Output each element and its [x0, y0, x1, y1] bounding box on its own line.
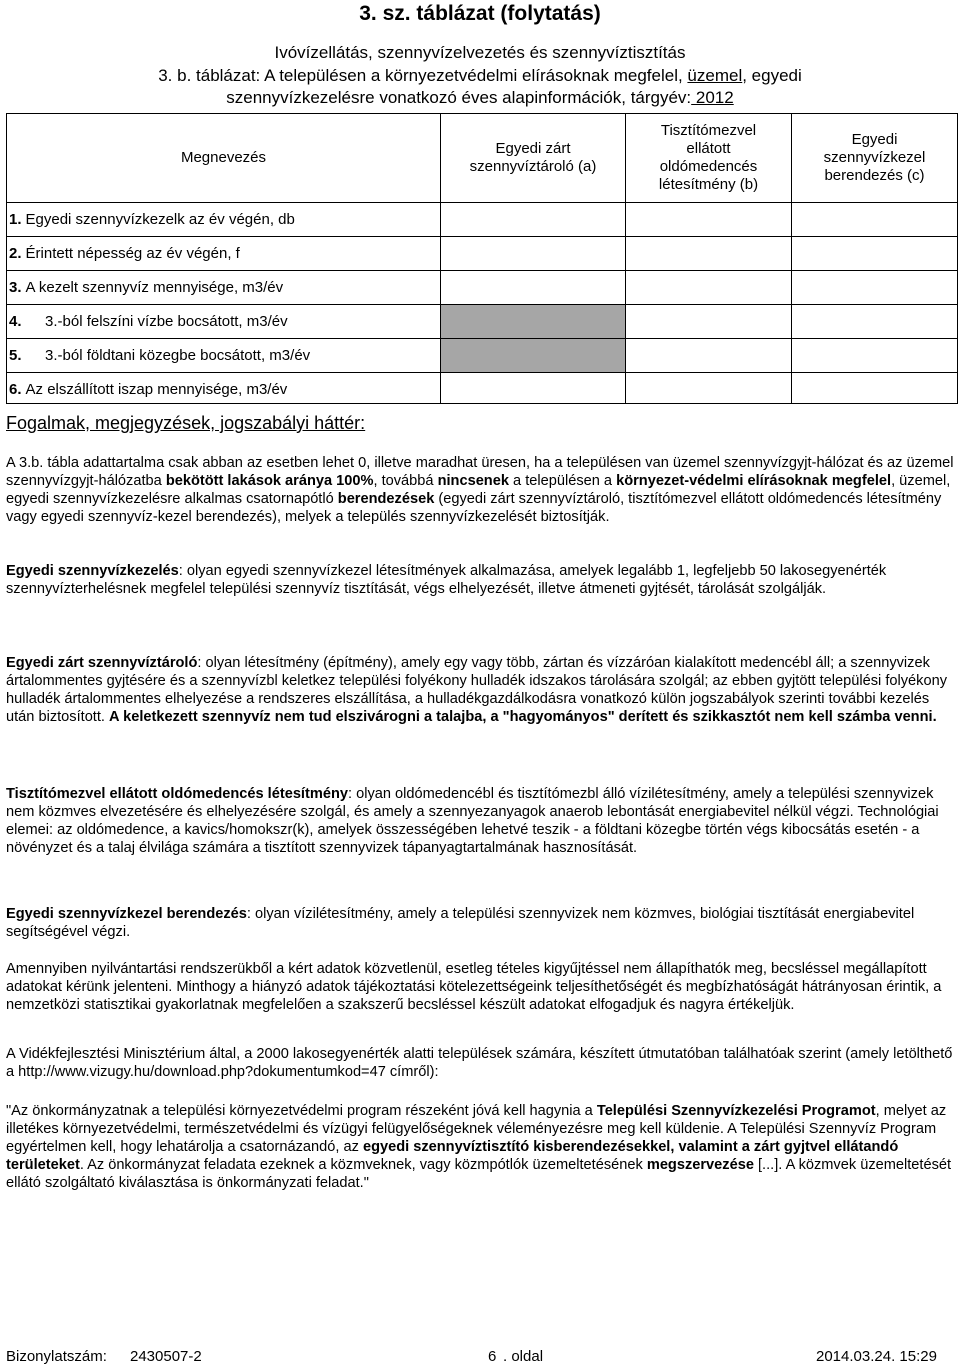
- text: Amennyiben nyilvántartási rendszerükből a kért adatok közvetlenül, esetleg tételes kigyűjtéssel nem állapíthatók meg, becsléssel megállapított adatokat kérünk jelenteni. Minthogy a hiányzó adatok tájékoztatási kötelezettségeink teljesíthetőségét és megbízhatóságát hátrányosan érintik, a nemzetközi statisztikai gyakorlatnak megfelelően a szakszerű becsléssel készült adatokat elfogadjuk és nagyra értékeljük.: [6, 961, 942, 1013]
- text: (egyedi zárt szennyvíztároló, tisztítómezvel ellátott oldómedencés létesítmény vagy egyedi szennyvíz-kezel berendezés), melyek a település szennyvízkezelését biztosítják.: [6, 491, 942, 525]
- row-label: 3.-ból felszíni vízbe bocsátott, m3/év: [45, 312, 288, 330]
- paragraph-quote: [6, 1102, 954, 1192]
- text: , melyet az illetékes környezetvédelmi, természetvédelmi és vízügyi felügyelőségeknek véleményezésre meg kell küldenie. A Települési Szennyvíz Program egyértelmen kell, hogy lehatárolja a csatornázandó, az: [6, 1103, 947, 1155]
- header-col-b-line: oldómedencés: [659, 158, 758, 175]
- subtitle-table-underlined: üzemel: [687, 66, 743, 85]
- paragraph-estimation: [6, 960, 954, 1014]
- row-label: Egyedi szennyvízkezelk az év végén, db: [25, 210, 295, 228]
- subtitle-main: Ivóvízellátás, szennyvízelvezetés és szennyvíztisztítás: [274, 43, 686, 62]
- row-label: A kezelt szennyvíz mennyisége, m3/év: [25, 278, 284, 296]
- row-label: 3.-ból földtani közegbe bocsátott, m3/év: [45, 346, 311, 364]
- text: : olyan oldómedencébl és tisztítómezbl álló vízilétesítmény, amely a települési szennyvizek nem közmves elvezetésére és elhelyezésére szolgál, és amely a szennyezanyagok anaerob lebontását energiabevitel nélkül végzi. Technológiai elemei: az oldómedence, a kavics/homokszr(k), amelyek összességében lehetvé teszik - a földtani közegbe történ végs kibocsátás esetén - a növényzet és a talaj élvilága számára a tisztított szennyvizek tápanyagtartalmának hasznosítását.: [6, 786, 939, 856]
- shaded-cell-5a: [441, 338, 625, 372]
- table-row: [7, 372, 440, 406]
- row-number: 3.: [9, 278, 22, 296]
- row-label: Az elszállított iszap mennyisége, m3/év: [25, 380, 288, 398]
- shaded-cell-4a: [441, 304, 625, 338]
- row-number: 5.: [9, 346, 22, 364]
- header-col-b-line: létesítmény (b): [658, 176, 759, 193]
- section-title: [6, 412, 365, 434]
- subtitle-table-text: 3. b. táblázat: A településen a környezetvédelmi elírásoknak megfelel,: [158, 66, 688, 85]
- header-col-b-line: Tisztítómezvel: [660, 122, 757, 139]
- certificate-label: Bizonylatszám:: [6, 1348, 107, 1365]
- term: Egyedi zárt szennyvíztároló: [6, 655, 198, 671]
- text: : olyan egyedi szennyvízkezel létesítmények alkalmazása, amelyek legalább 1, legfeljebb 50 lakosegyenérték szennyvízterhelésnek megfelel települési szennyvíz tisztítását, végs elhelyezését, illetve átmeneti gyjtését, tárolását szolgálják.: [6, 563, 887, 597]
- header-name: Megnevezés: [180, 149, 267, 166]
- subtitle-year: [0, 87, 960, 109]
- header-col-c: [792, 114, 957, 202]
- paragraph-def-berendezes: [6, 905, 954, 941]
- bold-text: Települési Szennyvízkezelési Programot: [596, 1103, 876, 1119]
- header-col-b-line: ellátott: [686, 140, 731, 157]
- data-table: [6, 113, 958, 404]
- text: . Az önkormányzat feladata ezeknek a közmveknek, vagy közmpótlók üzemeltetésének: [79, 1157, 647, 1173]
- bold-text: nincsenek: [437, 473, 509, 489]
- row-number: 4.: [9, 312, 22, 330]
- text: A Vidékfejlesztési Minisztérium által, a 2000 lakosegyenérték alatti települések számára, készített útmutatóban találhatóak szerint (amely letölthető a http://www.vizugy.hu/download.php?dokumentumkod=47 címről):: [6, 1046, 953, 1080]
- paragraph-def-oldomedence: [6, 785, 954, 857]
- header-col-a-line: Egyedi zárt: [495, 140, 571, 157]
- print-datetime: 2014.03.24. 15:29: [816, 1348, 937, 1365]
- row-number: 1.: [9, 210, 22, 228]
- bold-text: környezet-védelmi elírásoknak megfelel: [616, 473, 892, 489]
- bold-text: bekötött lakások aránya 100%: [165, 473, 374, 489]
- text: "Az önkormányzatnak a települési környezetvédelmi program részeként jóvá kell hagynia a: [6, 1103, 597, 1119]
- paragraph-def-egyedi-kezeles: [6, 562, 954, 598]
- page-title: 3. sz. táblázat (folytatás): [359, 2, 601, 25]
- text: a településen a: [508, 473, 617, 489]
- bold-text: megszervezése: [646, 1157, 754, 1173]
- section-title-text: Fogalmak, megjegyzések, jogszabályi háttér:: [6, 413, 366, 433]
- term: Egyedi szennyvízkezel berendezés: [6, 906, 247, 922]
- row-number: 6.: [9, 380, 22, 398]
- text: : olyan vízilétesítmény, amely a települési szennyvizek nem közmves, biológiai tisztítását energiabevitel segítségével végzi.: [6, 906, 915, 940]
- table-row: [7, 236, 440, 270]
- subtitle-table: [0, 65, 960, 87]
- bold-text: berendezések: [337, 491, 435, 507]
- subtitle-year-value: 2012: [691, 88, 734, 107]
- table-row: [7, 338, 440, 372]
- header-col-b: [626, 114, 791, 202]
- bold-text: A keletkezett szennyvíz nem tud elszivárogni a talajba, a "hagyományos" derített és szikkasztót nem kell számba venni.: [109, 709, 937, 725]
- term: Tisztítómezvel ellátott oldómedencés létesítmény: [6, 786, 348, 802]
- text: A 3.b. tábla adattartalma csak abban az esetben lehet 0, illetve maradhat üresen, ha a településen van üzemel szennyvízgyjt-hálózat és az üzemel szennyvízgyjt-hálózatba: [6, 455, 954, 489]
- certificate-number: 2430507-2: [130, 1348, 202, 1365]
- paragraph-guide: [6, 1045, 954, 1081]
- header-col-c-line: Egyedi: [851, 131, 898, 148]
- term: Egyedi szennyvízkezelés: [6, 563, 179, 579]
- text: [...]. A közmvek üzemeltetését ellátó szolgáltató kiválasztása is önkormányzati feladat.": [6, 1157, 952, 1191]
- header-col-a: [441, 114, 625, 202]
- text: : olyan létesítmény (építmény), amely egy vagy több, zártan és vízzáróan kialakított medencébl áll; a szennyvizek ártalommentes gyjtésére és a szennyvízbl keletkez települési folyékony hulladék idszakos tárolására szolgál; az ebben gyjtött települési folyékony hulladék ártalommentes elhelyezése a rendszeres elszállítása, a hulladékgazdálkodásra vonatkozó külön jogszabályok szerinti további kezelés után biztosított.: [6, 655, 947, 725]
- subtitle-year-text: szennyvízkezelésre vonatkozó éves alapinformációk, tárgyév:: [226, 88, 692, 107]
- table-row: [7, 304, 440, 338]
- page-number: 6: [488, 1348, 497, 1365]
- page-label: . oldal: [503, 1348, 544, 1365]
- header-col-c-line: szennyvízkezel: [823, 149, 926, 166]
- subtitle-table-text-end: , egyedi: [742, 66, 802, 85]
- header-col-c-line: berendezés (c): [824, 167, 925, 184]
- text: , üzemel, egyedi szennyvízkezelésre alkalmas csatornapótló: [6, 473, 951, 507]
- paragraph-scope: [6, 454, 954, 526]
- text: , továbbá: [373, 473, 438, 489]
- row-label: Érintett népesség az év végén, f: [25, 244, 240, 262]
- bold-text: egyedi szennyvíztisztító kisberendezésekkel, valamint a zárt gyjtvel ellátandó területeket: [6, 1139, 899, 1173]
- page-footer: [0, 1346, 960, 1366]
- header-col-a-line: szennyvíztároló (a): [469, 158, 597, 175]
- table-row: [7, 270, 440, 304]
- paragraph-def-zart-tarolo: [6, 654, 954, 726]
- table-row: [7, 202, 440, 236]
- row-number: 2.: [9, 244, 22, 262]
